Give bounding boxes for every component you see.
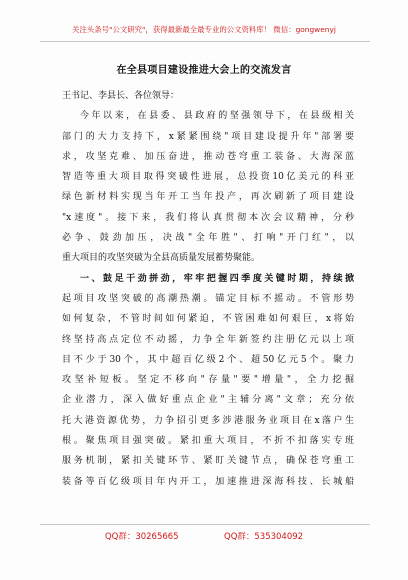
- body-line: 托大港资源优势，力争招引更多涉港服务业项目在x落户生: [62, 415, 354, 426]
- body-line: 如何复杂，不管时间如何紧迫，不管困难如何艰巨，x将始: [62, 314, 354, 325]
- section-heading: 一、鼓足干劲拼劲，牢牢把握四季度关键时期，持续掀: [80, 273, 354, 284]
- qq-group-1: QQ群：30265665: [104, 532, 179, 542]
- body-line: 根。聚焦项目强突破。紧扣重大项目，不折不扣落实专班: [62, 436, 354, 447]
- qq-group-2: QQ群：535304092: [224, 532, 304, 542]
- body-line: 部门的大力支持下，x紧紧围绕"项目建设提升年"部署要: [62, 131, 354, 142]
- body-line: 终坚持高点定位不动摇，力争全年新签约注册亿元以上项: [62, 334, 354, 345]
- qq-footer: [0, 530, 408, 542]
- body-line: 企业潜力，深入做好重点企业"主辅分离"文章；充分依: [62, 395, 354, 406]
- body-line: 攻坚补短板。坚定不移向"存量"要"增量"，全力挖掘: [62, 375, 354, 386]
- body-line: "x速度"。接下来，我们将认真贯彻本次会议精神，分秒: [62, 212, 354, 223]
- body-line: 服务机制，紧扣关键环节、紧盯关键节点，确保苍穹重工: [62, 456, 354, 467]
- body-line: 今年以来，在县委、县政府的坚强领导下，在县级相关: [80, 111, 354, 122]
- document-body: [62, 86, 354, 492]
- promo-banner: 关注头条号"公文研究"，获得最新最全最专业的公文资料库！ 微信：gongwenyj: [72, 25, 336, 34]
- document-title: 在全县项目建设推进大会上的交流发言: [116, 65, 292, 76]
- body-line-bold: [62, 269, 354, 289]
- body-line-mixed: [62, 289, 354, 309]
- footer-rule: [40, 524, 370, 525]
- header-rule: [40, 41, 370, 42]
- body-line: 目不少于30个，其中超百亿级2个、超50亿元5个。聚力: [62, 354, 354, 365]
- body-line: 装备等百亿级项目年内开工，加速推进深海科技、长城船: [62, 476, 354, 487]
- body-line: 智造等重大项目取得突破性进展，总投资10亿美元的科亚: [62, 172, 354, 183]
- body-line: 绿色新材料实现当年开工当年投产，再次刷新了项目建设: [62, 192, 354, 203]
- body-line: 重大项目的攻坚突破为全县高质量发展蓄势聚能。: [62, 253, 261, 264]
- body-line: 求，攻坚克难、加压奋进，推动苍穹重工装备、大海深蓝: [62, 151, 354, 162]
- salutation: 王书记、李县长、各位领导：: [62, 91, 180, 101]
- mixed-line: 起项目攻坚突破的高潮热潮。锚定目标不摇动。不管形势: [62, 293, 354, 304]
- body-line: 必争、鼓劲加压，决战"全年胜"、打响"开门红"，以: [62, 233, 354, 244]
